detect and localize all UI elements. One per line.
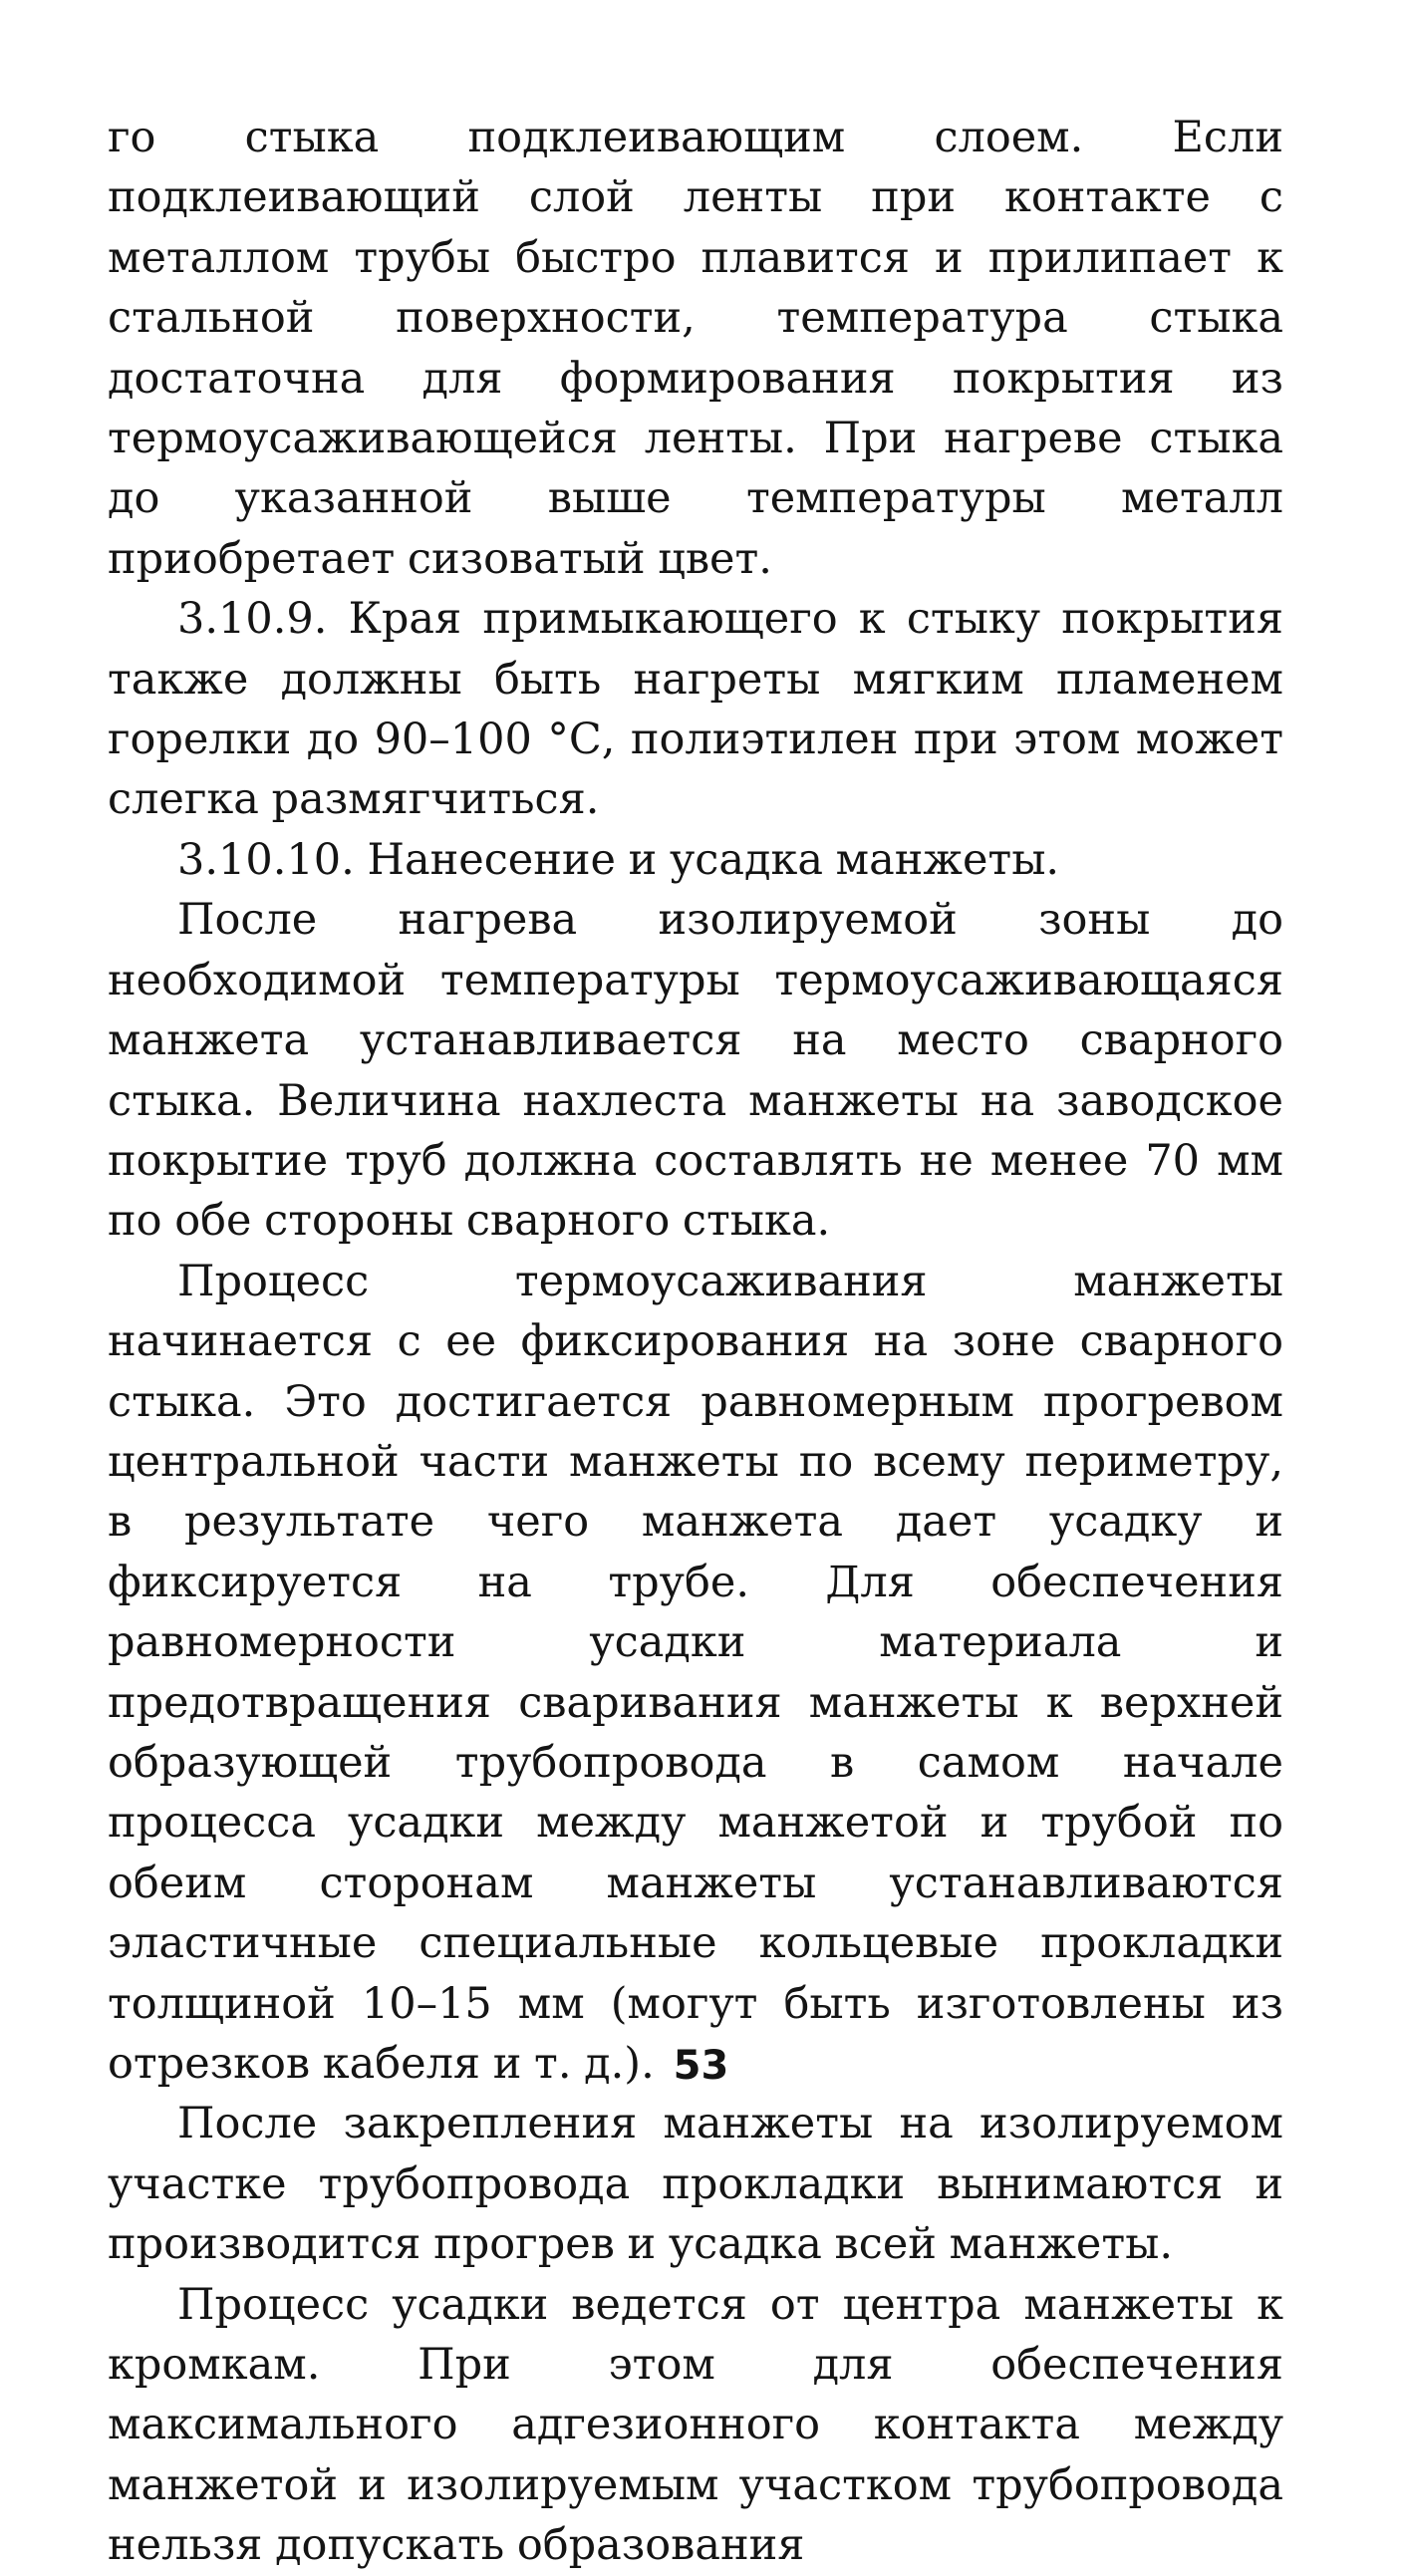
paragraph-3-10-10-heading: 3.10.10. Нанесение и усадка манжеты. xyxy=(177,834,1060,885)
paragraph-shrink-process: Процесс термоусаживания манжеты начинается с ее фиксирования на зоне сварного стыка. Это достигается равномерным прогревом центральной части манжеты по всему периметру, в результате чего манжета дает усадку и фиксируется на трубе. Для обеспечения равномерности усадки материала и предотвращения сваривания манжеты к верхней образующей трубопровода в самом начале процесса усадки между манжетой и трубой по обеим сторонам манжеты устанавливаются эластичные специальные кольцевые прокладки толщиной 10–15 мм (могут быть изготовлены из отрезков кабеля и т. д.). xyxy=(108,1256,1283,2089)
paragraph-shrink-direction: Процесс усадки ведется от центра манжеты к кромкам. При этом для обеспечения максимального адгезионного контакта между манжетой и изолируемым участком трубопровода нельзя допускать образования xyxy=(108,2279,1283,2571)
paragraph-continuation: го стыка подклеивающим слоем. Если подклеивающий слой ленты при контакте с металлом трубы быстро плавится и прилипает к стальной поверхности, температура стыка достаточна для формирования покрытия из термоусаживающейся ленты. При нагреве стыка до указанной выше температуры металл приобретает сизоватый цвет. xyxy=(108,113,1283,584)
paragraph-heating: После нагрева изолируемой зоны до необходимой температуры термоусаживающаяся манжета устанавливается на место сварного стыка. Величина нахлеста манжеты на заводское покрытие труб должна составлять не менее 70 мм по обе стороны сварного стыка. xyxy=(108,895,1283,1247)
paragraph-3-10-9: 3.10.9. Края примыкающего к стыку покрытия также должны быть нагреты мягким пламенем горелки до 90–100 °С, полиэтилен при этом может слегка размягчиться. xyxy=(108,594,1283,825)
paragraph-fixing: После закрепления манжеты на изолируемом участке трубопровода прокладки вынимаются и производится прогрев и усадка всей манжеты. xyxy=(108,2099,1283,2270)
page-body xyxy=(108,108,1283,2576)
page-number: 53 xyxy=(673,2043,729,2089)
